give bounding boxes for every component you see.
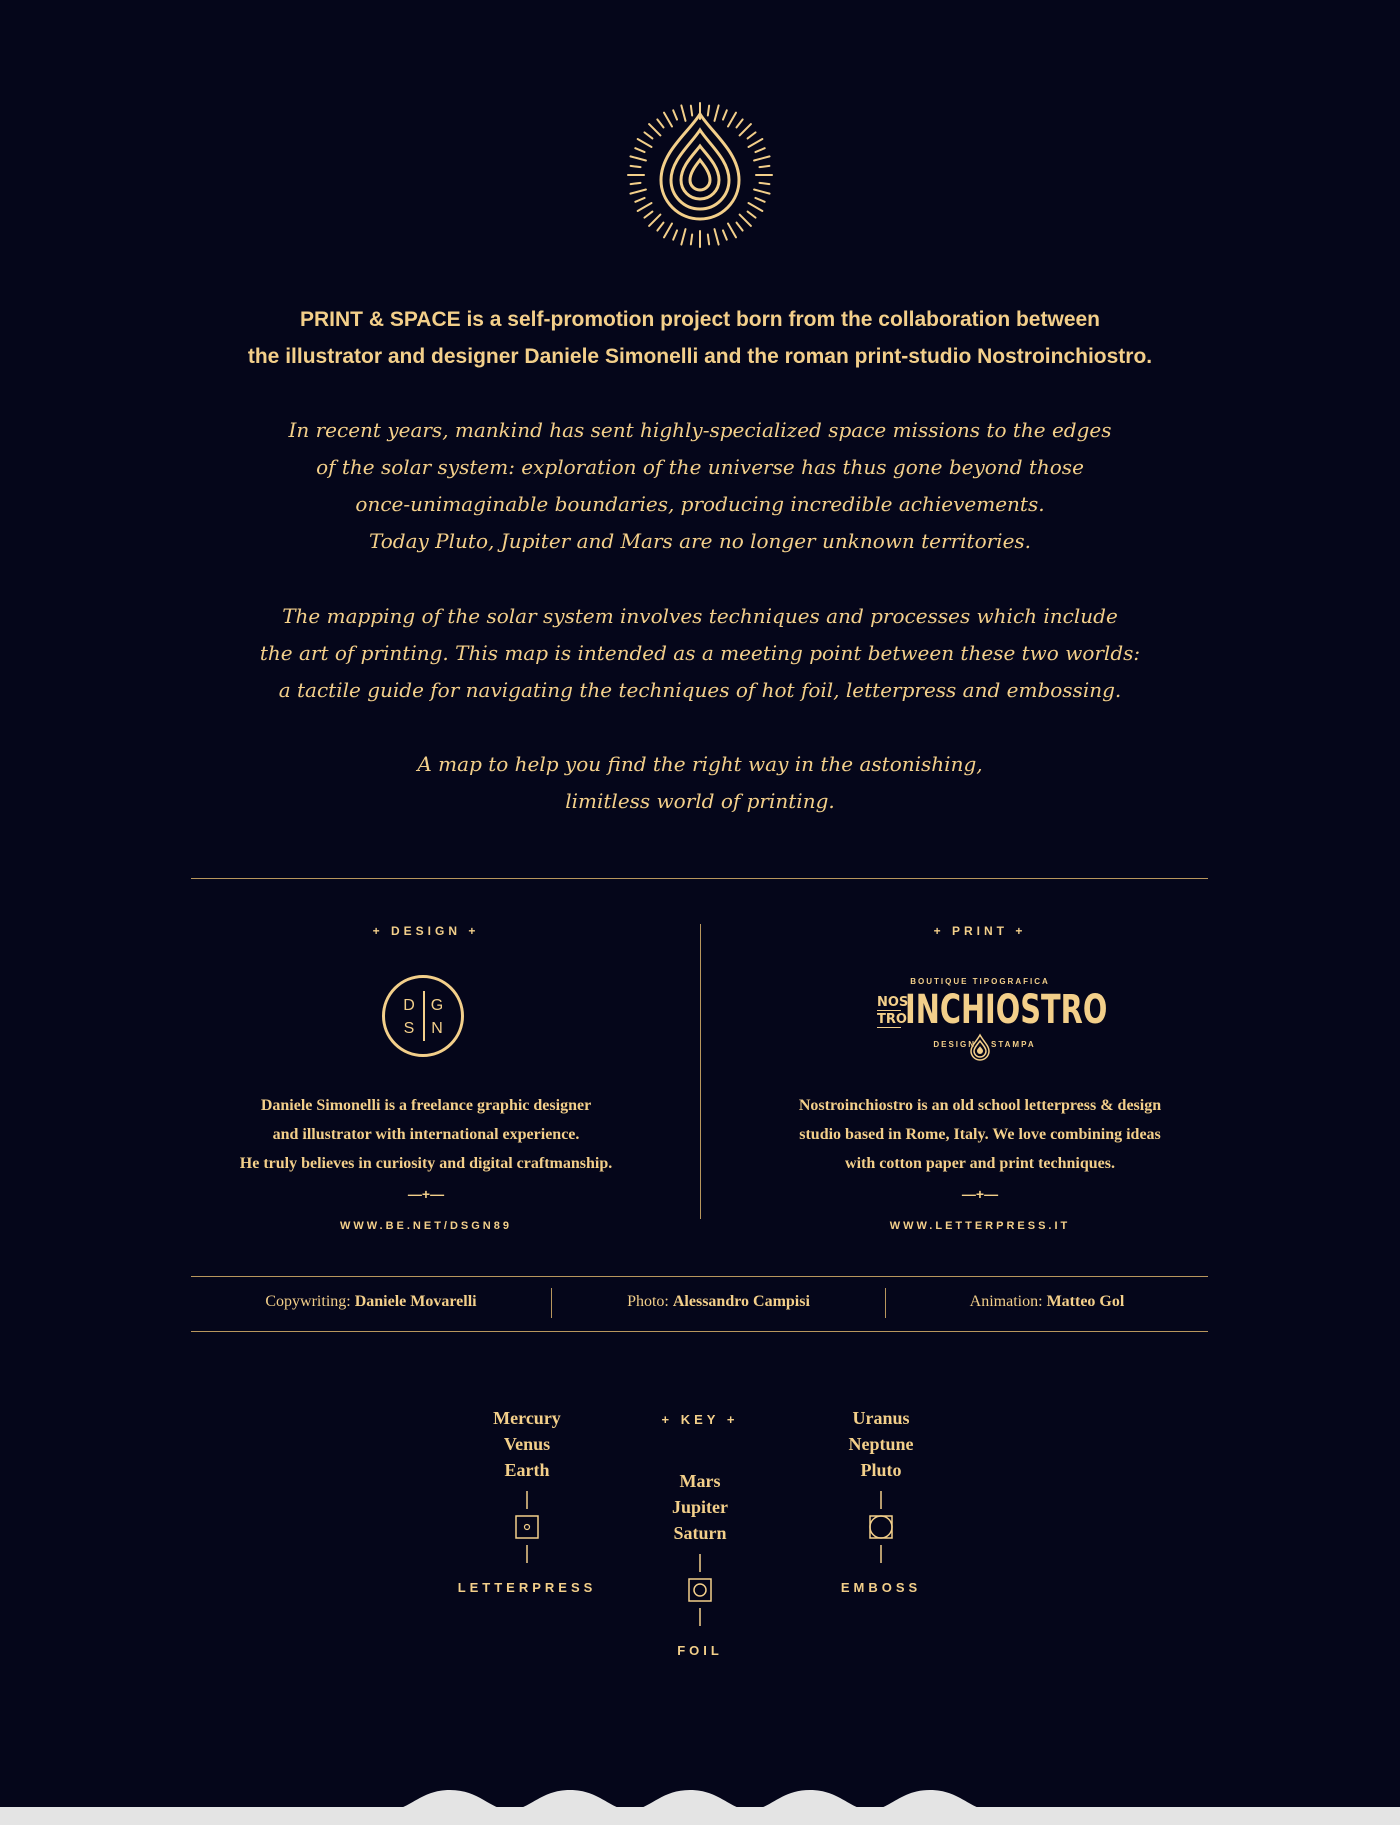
logo-ray: [740, 124, 751, 135]
credit-photo-role: Photo:: [627, 1293, 669, 1310]
design-url-link[interactable]: WWW.BE.NET/DSGN89: [339, 1220, 512, 1232]
logo-ray: [649, 215, 660, 226]
nostro-logo-main: INCHIOSTRO: [905, 987, 1108, 1033]
logo-ray: [737, 119, 743, 127]
design-desc-line-1: Daniele Simonelli is a freelance graphic designer: [260, 1097, 592, 1114]
logo-ray: [737, 223, 743, 231]
logo-ray: [754, 156, 769, 160]
logo-ray: [740, 215, 751, 226]
planet-earth: Earth: [504, 1460, 550, 1480]
bottom-wave-decoration: [390, 1780, 1010, 1810]
column-divider: [700, 924, 701, 1219]
logo-ray: [673, 230, 677, 239]
credit-animation-name: Matteo Gol: [1046, 1293, 1125, 1310]
credit-animation: [886, 1293, 1208, 1311]
logo-ray: [681, 105, 685, 120]
logo-ray: [630, 156, 645, 160]
planet-saturn: Saturn: [673, 1523, 727, 1543]
logo-ray: [728, 113, 736, 127]
key-group-emboss-planets: [781, 1405, 981, 1483]
key-tag: + KEY +: [661, 1412, 739, 1427]
planet-neptune: Neptune: [848, 1434, 914, 1454]
logo-ray: [649, 124, 660, 135]
technique-letterpress: LETTERPRESS: [457, 1580, 597, 1595]
paragraph-1-line-1: In recent years, mankind has sent highly-specialized space missions to the edges: [288, 418, 1112, 442]
nostro-logo-top-text: BOUTIQUE TIPOGRAFICA: [910, 977, 1050, 986]
dgsn-letter-n: N: [431, 1020, 443, 1037]
paragraph-2-line-2: the art of printing. This map is intended as a meeting point between these two worlds:: [259, 641, 1141, 665]
print-tag: + PRINT +: [933, 924, 1027, 938]
foil-symbol-icon: [680, 1550, 720, 1630]
credits-divider-bottom: [191, 1331, 1208, 1332]
intro-line-1: PRINT & SPACE is a self-promotion project born from the collaboration between: [299, 308, 1101, 331]
print-desc-line-2: studio based in Rome, Italy. We love combining ideas: [799, 1126, 1161, 1143]
logo-ray: [638, 203, 652, 211]
logo-ray: [714, 229, 718, 244]
dgsn-letter-g: G: [430, 997, 444, 1014]
dgsn-letter-s: S: [403, 1020, 415, 1037]
logo-ray: [630, 189, 645, 193]
logo-ray: [631, 166, 641, 167]
nostro-logo-pre-1: NOS: [877, 995, 909, 1010]
planet-pluto: Pluto: [860, 1460, 902, 1480]
credit-copywriting: [191, 1293, 551, 1311]
logo-ray: [644, 212, 652, 218]
paragraph-2-line-1: The mapping of the solar system involves techniques and processes which include: [282, 604, 1118, 628]
letterpress-symbol-icon: [507, 1487, 547, 1567]
print-desc-line-1: Nostroinchiostro is an old school letterpress & design: [798, 1097, 1162, 1114]
nostro-logo-pre-2: TRO: [877, 1012, 907, 1027]
design-desc-line-3: He truly believes in curiosity and digital craftmanship.: [239, 1155, 613, 1172]
logo-ray: [708, 234, 709, 244]
nostro-logo-bottom-left: DESIGN: [933, 1040, 976, 1049]
logo-ray: [664, 113, 672, 127]
planet-uranus: Uranus: [852, 1408, 910, 1428]
planet-mars: Mars: [679, 1471, 721, 1491]
key-group-foil-planets: [600, 1468, 800, 1546]
logo-ray: [681, 229, 685, 244]
logo-ray: [748, 139, 762, 147]
nostro-logo-bottom-right: STAMPA: [991, 1040, 1036, 1049]
nostro-drop-icon: [968, 1033, 992, 1061]
logo-ray: [664, 223, 672, 237]
section-divider-top: [191, 878, 1208, 879]
credit-copywriting-role: Copywriting:: [265, 1293, 351, 1310]
credits-divider-top: [191, 1276, 1208, 1277]
dgsn-logo: [382, 975, 464, 1057]
logo-ray: [754, 189, 769, 193]
logo-ray: [631, 183, 641, 184]
logo-ray: [657, 223, 663, 231]
design-separator: —+—: [407, 1186, 445, 1202]
planet-mercury: Mercury: [493, 1408, 561, 1428]
planet-venus: Venus: [503, 1434, 551, 1454]
logo-ray: [644, 132, 652, 138]
dgsn-letter-d: D: [403, 997, 415, 1014]
logo-ray: [708, 106, 709, 116]
nostro-logo-pre-underline-2: [877, 1027, 901, 1028]
logo-ray: [635, 148, 644, 152]
intro-line-2: the illustrator and designer Daniele Simonelli and the roman print-studio Nostroinchiostro.: [247, 345, 1153, 368]
logo-ray: [748, 132, 756, 138]
design-desc-line-2: and illustrator with international experience.: [272, 1126, 580, 1143]
technique-foil: FOIL: [677, 1643, 723, 1658]
print-desc-line-3: with cotton paper and print techniques.: [845, 1155, 1115, 1172]
emboss-symbol-icon: [861, 1487, 901, 1567]
credit-copywriting-name: Daniele Movarelli: [354, 1293, 477, 1310]
logo-ray: [673, 110, 677, 119]
logo-ray: [755, 198, 764, 202]
paragraph-1-line-3: once-unimaginable boundaries, producing incredible achievements.: [355, 492, 1045, 516]
planet-jupiter: Jupiter: [672, 1497, 728, 1517]
logo-ray: [759, 183, 769, 184]
print-url-link[interactable]: WWW.LETTERPRESS.IT: [889, 1220, 1071, 1232]
logo-ray: [691, 106, 692, 116]
logo-ray: [635, 198, 644, 202]
credit-animation-role: Animation:: [969, 1293, 1043, 1310]
nostro-logo-pre-underline: [877, 1010, 901, 1011]
key-group-letterpress-planets: [427, 1405, 627, 1483]
dgsn-logo-divider: [423, 991, 425, 1041]
print-separator: —+—: [961, 1186, 999, 1202]
nostroinchiostro-logo: [875, 975, 1108, 1070]
logo-ray: [723, 110, 727, 119]
logo-ray: [714, 105, 718, 120]
logo-ray: [638, 139, 652, 147]
logo-ray: [748, 212, 756, 218]
logo-ray: [657, 119, 663, 127]
logo-ray: [723, 230, 727, 239]
paragraph-3-line-1: A map to help you find the right way in the astonishing,: [417, 752, 983, 776]
logo-ray: [755, 148, 764, 152]
logo-ray: [759, 166, 769, 167]
paragraph-2-line-3: a tactile guide for navigating the techniques of hot foil, letterpress and embossing.: [278, 678, 1122, 702]
logo-ray: [728, 223, 736, 237]
paragraph-1-line-4: Today Pluto, Jupiter and Mars are no longer unknown territories.: [368, 529, 1032, 553]
logo-ray: [691, 234, 692, 244]
technique-emboss: EMBOSS: [840, 1580, 922, 1595]
paragraph-3-line-2: limitless world of printing.: [565, 789, 835, 813]
credit-photo: [552, 1293, 885, 1311]
credit-photo-name: Alessandro Campisi: [672, 1293, 810, 1310]
design-tag: + DESIGN +: [372, 924, 480, 938]
sun-drop-logo-icon: [625, 100, 775, 250]
logo-ray: [748, 203, 762, 211]
paragraph-1-line-2: of the solar system: exploration of the universe has thus gone beyond those: [316, 455, 1084, 479]
